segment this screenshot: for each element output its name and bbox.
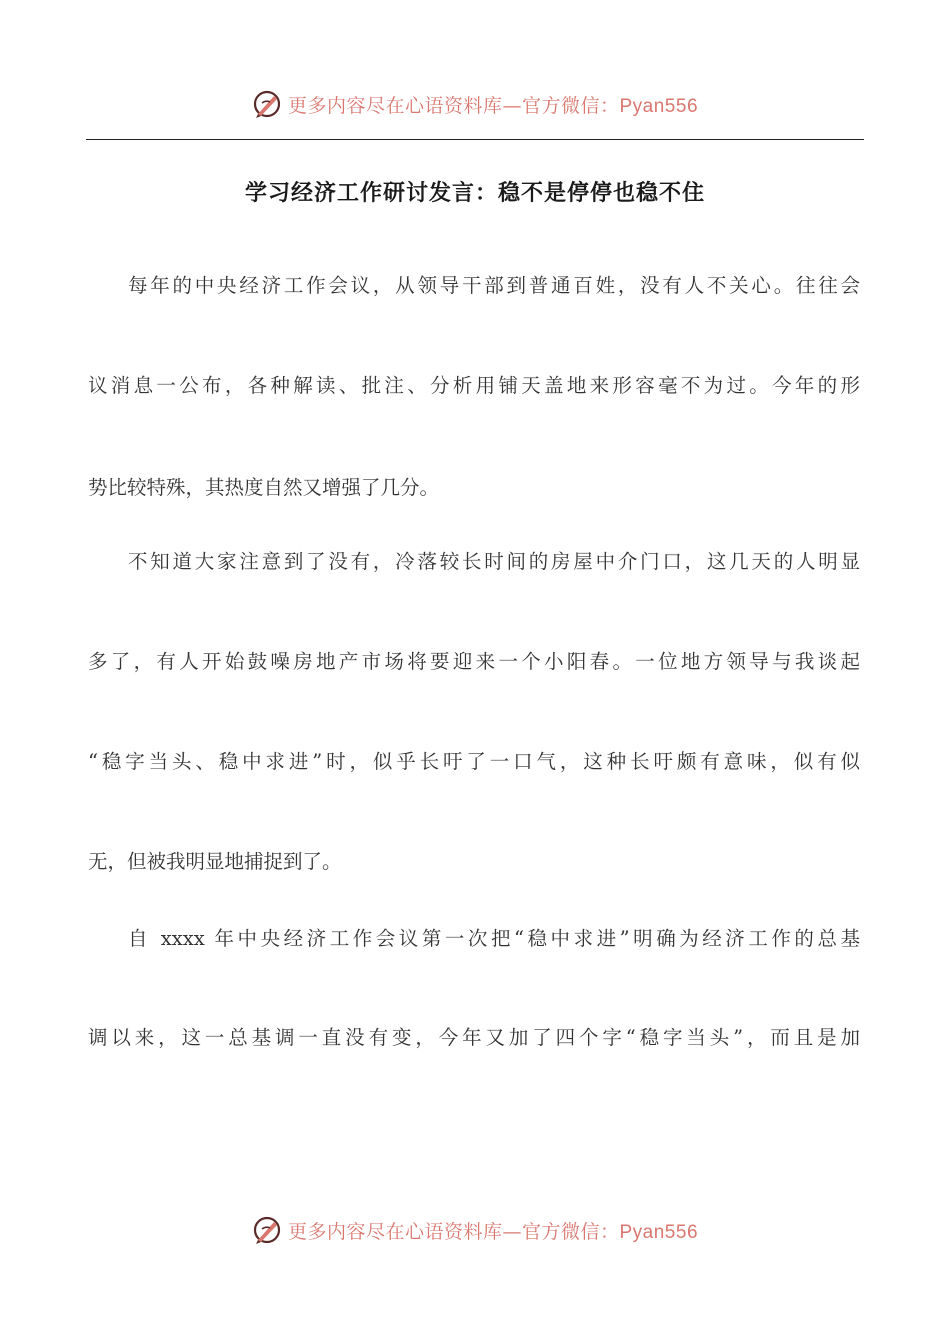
header-divider [86,139,864,140]
header-brand-id: Pyan556 [619,95,699,117]
footer-brand-text [288,1217,698,1244]
body-line-3: 势比较特殊，其热度自然又增强了几分。 [88,476,440,499]
footer-brand-id: Pyan556 [619,1221,699,1243]
pen-logo-icon [252,89,282,119]
body-line-9: 调以来，这一总基调一直没有变，今年又加了四个字“稳字当头”，而且是加 [88,1026,860,1049]
body-line-2: 议消息一公布，各种解读、批注、分析用铺天盖地来形容毫不为过。今年的形 [88,374,860,397]
body-line-5: 多了，有人开始鼓噪房地产市场将要迎来一个小阳春。一位地方领导与我谈起 [88,650,860,673]
body-line-8: 自 xxxx 年中央经济工作会议第一次把“稳中求进”明确为经济工作的总基 [128,927,860,950]
pen-logo-icon [252,1215,282,1245]
page-header [0,84,950,124]
body-line-4: 不知道大家注意到了没有，冷落较长时间的房屋中介门口，这几天的人明显 [128,550,860,573]
header-brand-cn: 更多内容尽在心语资料库—官方微信： [287,94,620,117]
body-line-6: “稳字当头、稳中求进”时，似乎长吁了一口气，这种长吁颇有意味，似有似 [88,750,860,773]
footer-brand-cn: 更多内容尽在心语资料库—官方微信： [287,1220,620,1243]
document-title: 学习经济工作研讨发言：稳不是停停也稳不住 [244,181,705,206]
page-footer [0,1210,950,1250]
body-line-1: 每年的中央经济工作会议，从领导干部到普通百姓，没有人不关心。往往会 [128,274,860,297]
body-line-7: 无，但被我明显地捕捉到了。 [88,850,342,873]
header-brand-text [288,91,698,118]
